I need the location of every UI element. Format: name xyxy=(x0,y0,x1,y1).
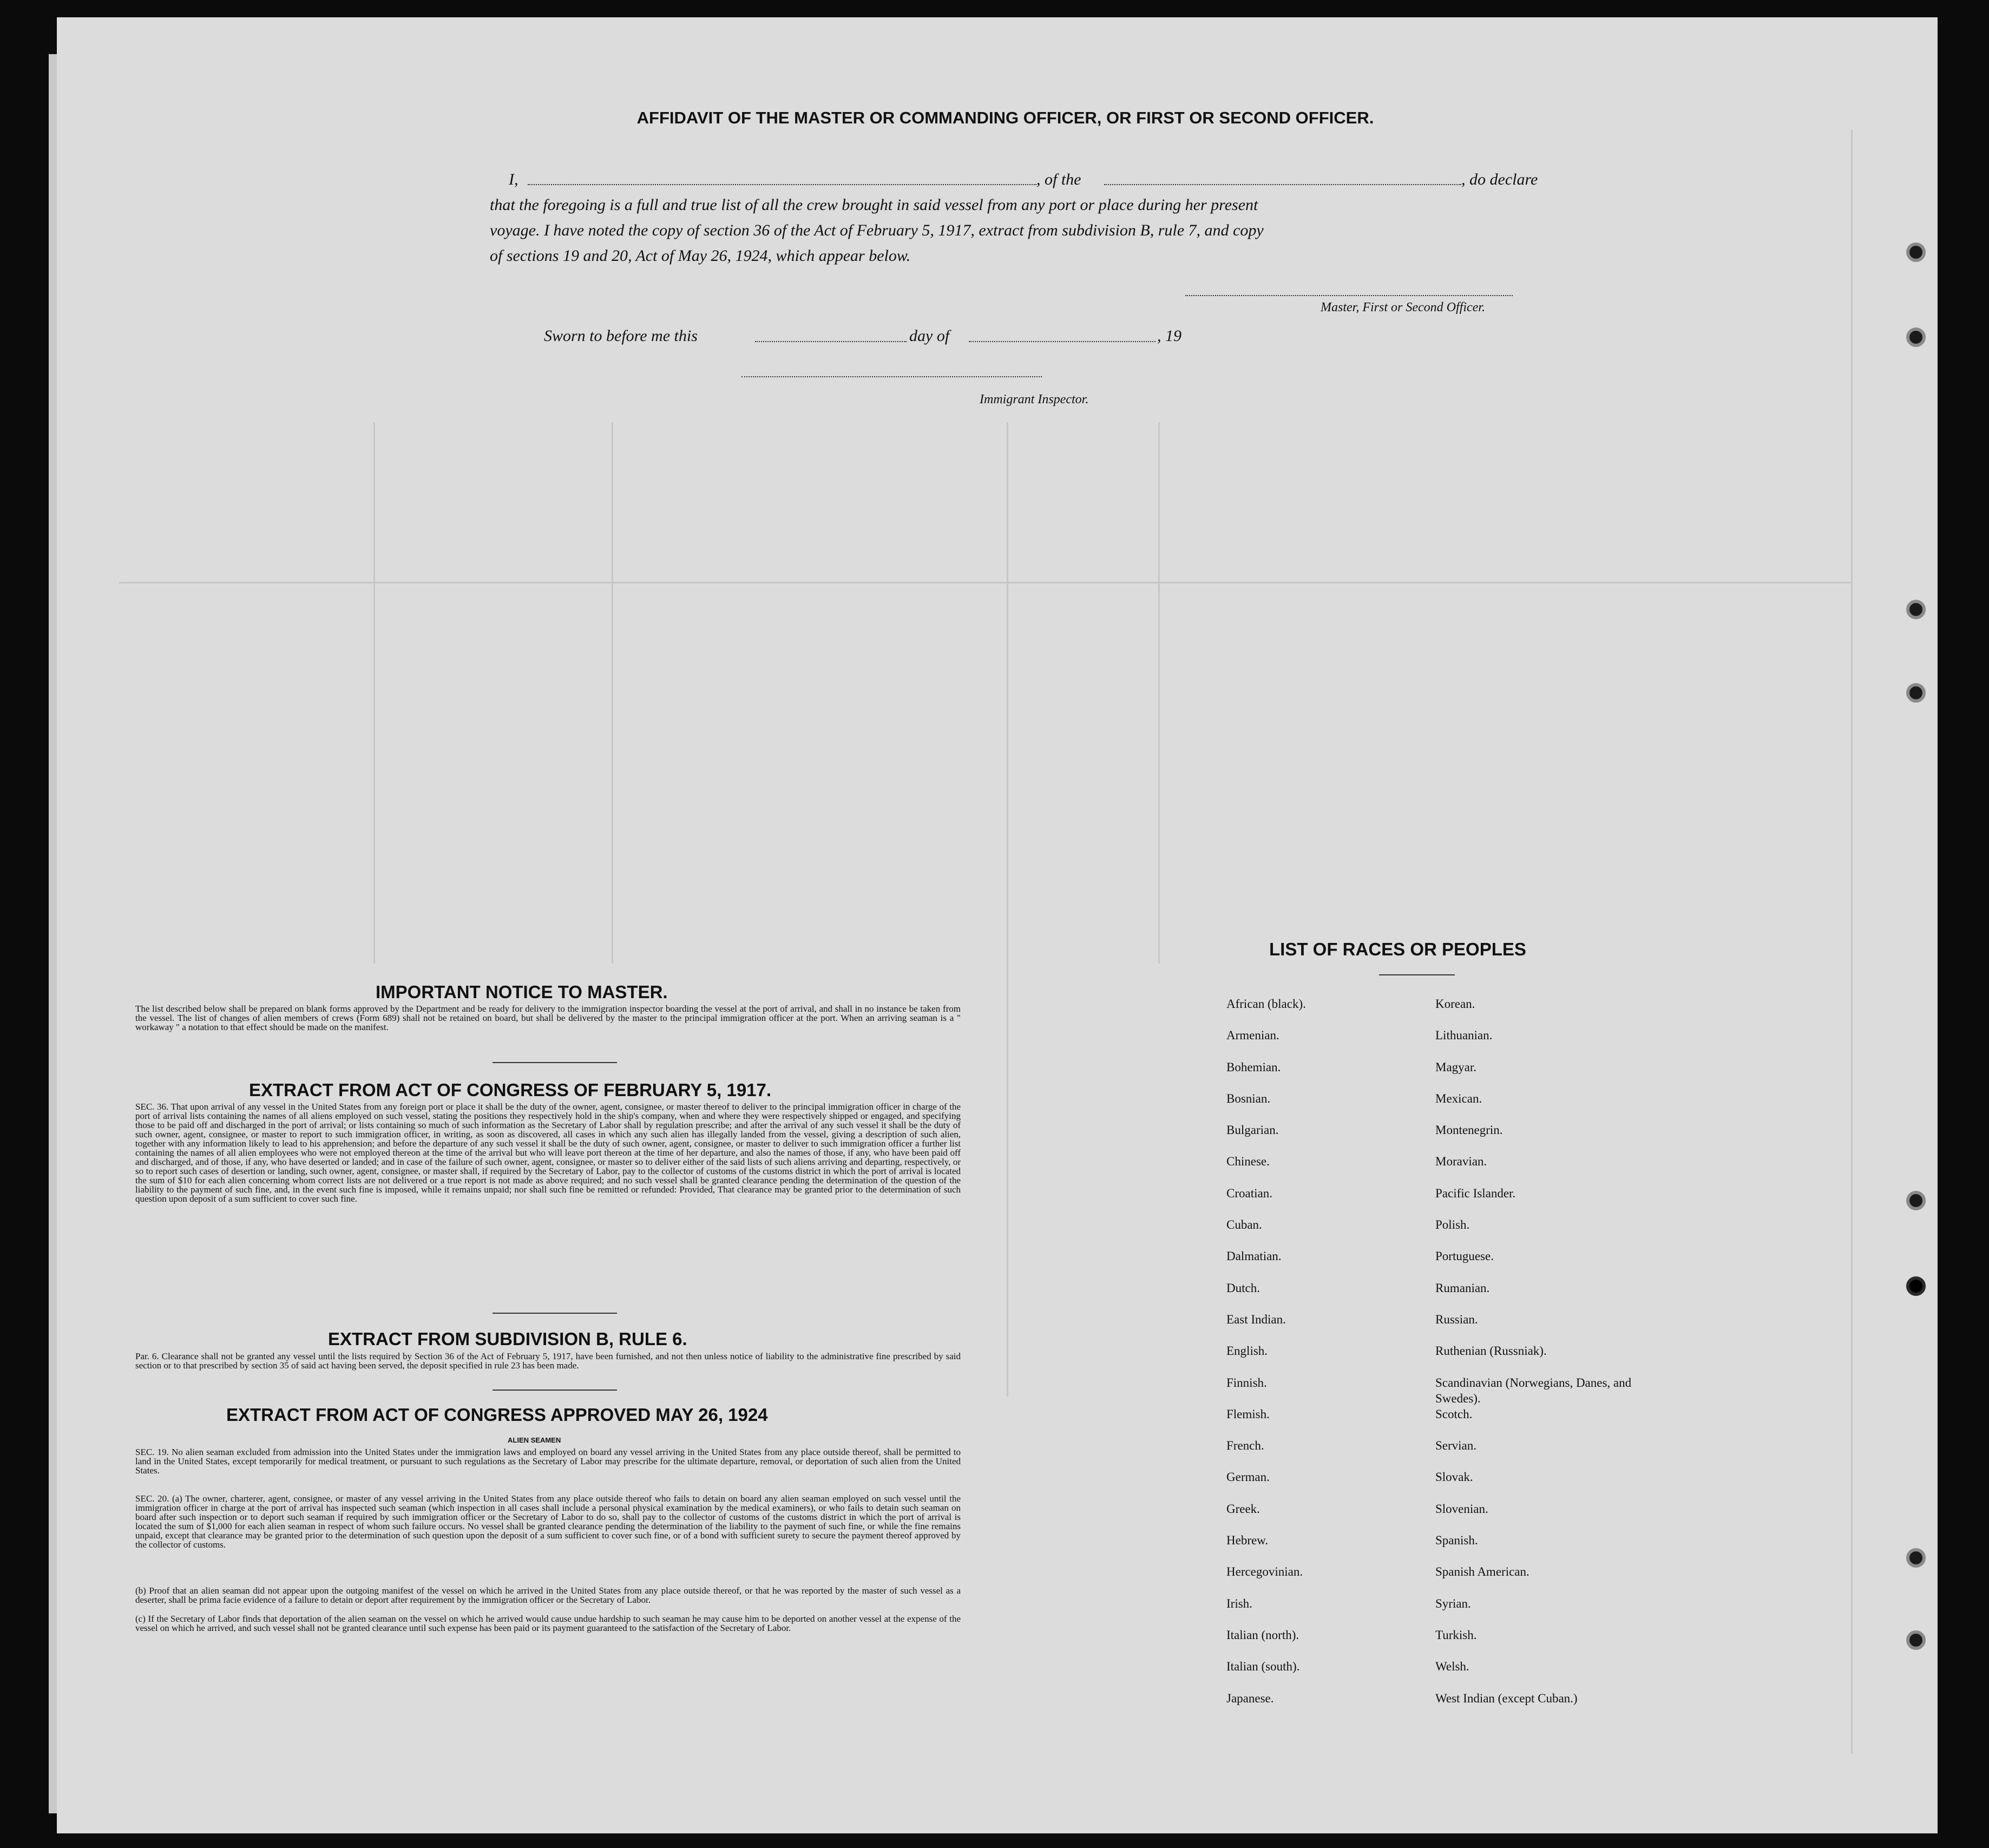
binder-hole xyxy=(1906,600,1926,619)
race-item: Welsh. xyxy=(1435,1660,1469,1674)
race-item: Bohemian. xyxy=(1226,1060,1281,1074)
race-item: Mexican. xyxy=(1435,1091,1482,1105)
binder-hole xyxy=(1906,243,1926,262)
alien-seamen-subtitle: ALIEN SEAMEN xyxy=(508,1436,561,1444)
section-divider xyxy=(493,1313,617,1314)
race-item: Cuban. xyxy=(1226,1218,1262,1232)
extract-1924-sec19: SEC. 19. No alien seaman excluded from admission into the United States under the immigration laws and employed on board any vessel arriving in the United States from any place outside thereof, shall be permitted to land in the United States, except temporarily for medical treatment, or pursuant to such regulations as the Secretary of Labor may prescribe for the ultimate departure, removal, or deportation of such alien from the United States. xyxy=(135,1447,961,1476)
of-the-label: , of the xyxy=(1036,171,1081,188)
binder-hole xyxy=(1906,1630,1926,1650)
race-item: Russian. xyxy=(1435,1312,1478,1326)
race-item: Hebrew. xyxy=(1226,1534,1269,1548)
rule6-text: Par. 6. Clearance shall not be granted any vessel until the lists required by Section 36 of the Act of February 5, 1917, have been furnished, and not then unless notice of liability to the administrative fine prescribed by said section or to that prescribed by section 35 of said act having been served, the deposit specified in rule 23 has been made. xyxy=(135,1351,961,1371)
bleed-through-column xyxy=(1851,130,1853,1754)
section-divider xyxy=(493,1062,617,1063)
bleed-through-column xyxy=(1007,422,1008,1397)
race-item: Magyar. xyxy=(1435,1060,1477,1074)
race-item: Bulgarian. xyxy=(1226,1123,1279,1137)
vessel-blank xyxy=(1104,184,1461,185)
bleed-through-column xyxy=(1158,422,1160,964)
day-of-label: day of xyxy=(909,327,950,345)
race-item: Servian. xyxy=(1435,1439,1477,1453)
race-item: Flemish. xyxy=(1226,1407,1270,1421)
races-title: LIST OF RACES OR PEOPLES xyxy=(1269,939,1526,959)
race-item: Slovak. xyxy=(1435,1470,1473,1484)
race-item: Irish. xyxy=(1226,1596,1252,1610)
race-item: Italian (south). xyxy=(1226,1660,1300,1674)
race-item: German. xyxy=(1226,1470,1270,1484)
rule6-title: EXTRACT FROM SUBDIVISION B, RULE 6. xyxy=(328,1329,687,1349)
binder-hole xyxy=(1906,1548,1926,1568)
race-item: Polish. xyxy=(1435,1218,1470,1232)
binder-hole xyxy=(1906,1191,1926,1210)
race-item: Rumanian. xyxy=(1435,1281,1490,1295)
name-blank xyxy=(528,184,1036,185)
race-item: Korean. xyxy=(1435,997,1475,1011)
race-item: Spanish American. xyxy=(1435,1565,1530,1579)
races-right-column xyxy=(1435,996,1673,1722)
race-item: Italian (north). xyxy=(1226,1628,1299,1642)
extract-1924-title: EXTRACT FROM ACT OF CONGRESS APPROVED MAY 26, 1924 xyxy=(226,1405,768,1425)
race-item: Scotch. xyxy=(1435,1407,1473,1421)
sworn-month-blank xyxy=(969,341,1156,342)
notice-text: The list described below shall be prepared on blank forms approved by the Department and be ready for delivery to the immigration inspector boarding the vessel at the port of arrival, and shall in no instance be taken from the vessel. The list of changes of alien members of crews (Form 689) shall not be retained on board, but shall be delivered by the master to the principal immigration officer at the port. When an arriving seaman is a " workaway " a notation to that effect should be made on the manifest. xyxy=(135,1004,961,1032)
binder-hole xyxy=(1906,683,1926,703)
race-item: Moravian. xyxy=(1435,1155,1487,1169)
race-item: English. xyxy=(1226,1344,1268,1358)
race-item: Dutch. xyxy=(1226,1281,1260,1295)
sworn-label: Sworn to before me this xyxy=(544,327,698,345)
inspector-signature-line xyxy=(741,376,1042,377)
race-item: Turkish. xyxy=(1435,1628,1477,1642)
race-item: Spanish. xyxy=(1435,1534,1478,1548)
master-signature-label: Master, First or Second Officer. xyxy=(1321,300,1485,314)
bleed-through-column xyxy=(612,422,613,964)
race-item: East Indian. xyxy=(1226,1312,1286,1326)
race-item: Pacific Islander. xyxy=(1435,1186,1516,1200)
bleed-through-rule xyxy=(119,582,1851,584)
binder-hole xyxy=(1906,1276,1926,1296)
bleed-through-column xyxy=(373,422,375,964)
affidavit-line-4: of sections 19 and 20, Act of May 26, 1924, which appear below. xyxy=(490,247,911,265)
sworn-day-blank xyxy=(755,341,907,342)
extract-1924-sec20b: (b) Proof that an alien seaman did not appear upon the outgoing manifest of the vessel on which he arrived in the United States from any place outside thereof, or that he was reported by the master of such vessel as a deserter, shall be prima facie evidence of a failure to detain or deport after requirement by the immigration officer or the Secretary of Labor. xyxy=(135,1585,961,1605)
race-item: French. xyxy=(1226,1439,1264,1453)
race-item: Dalmatian. xyxy=(1226,1249,1282,1263)
race-item: Syrian. xyxy=(1435,1596,1471,1610)
race-item: Greek. xyxy=(1226,1502,1260,1516)
race-item: Chinese. xyxy=(1226,1155,1270,1169)
section-divider xyxy=(493,1390,617,1391)
master-signature-line xyxy=(1185,295,1513,296)
declare-label: , do declare xyxy=(1461,171,1538,188)
extract-1917-text: SEC. 36. That upon arrival of any vessel in the United States from any foreign port or place it shall be the duty of the owner, agent, consignee, or master thereof to deliver to the principal immigration officer in charge of the port of arrival lists containing the names of all aliens employed on such vessel, stating the positions they respectively hold in the ship's company, when and where they were respectively shipped or engaged, and specifying those to be paid off and discharged in the port of arrival; or lists containing so much of such information as the Secretary of Labor shall by regulation prescribe; and after the arrival of any such vessel it shall be the duty of such owner, agent, consignee, or master to report to such immigration officer, in writing, as soon as discovered, all cases in which any such alien has illegally landed from the vessel, giving a description of such alien, together with any information likely to lead to his apprehension; and before the departure of any such vessel it shall be the duty of such owner, agent, consignee, or master to deliver to such immigration officer a further list containing the names of all alien employees who were not employed thereon at the time of the arrival but who will leave port thereon at the time of her departure, and also the names of those, if any, who have been paid off and discharged, and of those, if any, who have deserted or landed; and in case of the failure of such owner, agent, consignee, or master so to deliver either of the said lists of such aliens arriving and departing, respectively, or so to report such cases of desertion or landing, such owner, agent, consignee, or master shall, if required by the Secretary of Labor, pay to the collector of customs of the customs district in which the port of arrival is located the sum of $10 for each alien concerning whom correct lists are not delivered or a true report is not made as above required; and no such vessel shall be granted clearance pending the determination of the question of the liability to the payment of such fine, and, in the event such fine is imposed, while it remains unpaid; nor shall such fine be remitted or refunded: Provided, That clearance may be granted prior to the determination of such question upon deposit of a sum sufficient to cover such fine. xyxy=(135,1102,961,1204)
race-item: Portuguese. xyxy=(1435,1249,1494,1263)
race-item: Finnish. xyxy=(1226,1375,1267,1390)
race-item: West Indian (except Cuban.) xyxy=(1435,1691,1578,1705)
binder-hole xyxy=(1906,327,1926,347)
notice-title: IMPORTANT NOTICE TO MASTER. xyxy=(376,982,668,1002)
race-item: Bosnian. xyxy=(1226,1091,1271,1105)
race-item: Montenegrin. xyxy=(1435,1123,1503,1137)
race-item: Slovenian. xyxy=(1435,1502,1488,1516)
year-label: , 19 xyxy=(1157,327,1181,345)
race-item: Lithuanian. xyxy=(1435,1028,1493,1043)
races-title-underline xyxy=(1379,974,1455,975)
affidavit-line-3: voyage. I have noted the copy of section 36 of the Act of February 5, 1917, extract from subdivision B, rule 7, and copy xyxy=(490,221,1264,239)
race-item: Croatian. xyxy=(1226,1186,1272,1200)
affidavit-line-2: that the foregoing is a full and true list of all the crew brought in said vessel from any port or place during her present xyxy=(490,196,1258,214)
affidavit-title: AFFIDAVIT OF THE MASTER OR COMMANDING OFFICER, OR FIRST OR SECOND OFFICER. xyxy=(636,108,1374,127)
race-item: African (black). xyxy=(1226,997,1306,1011)
race-item: Ruthenian (Russniak). xyxy=(1435,1344,1547,1358)
race-item: Armenian. xyxy=(1226,1028,1279,1043)
extract-1917-title: EXTRACT FROM ACT OF CONGRESS OF FEBRUARY 5, 1917. xyxy=(249,1080,772,1100)
race-item: Scandinavian (Norwegians, Danes, and Swedes). xyxy=(1435,1375,1632,1405)
affidavit-i-label: I, xyxy=(509,171,518,188)
inspector-label: Immigrant Inspector. xyxy=(980,392,1089,407)
races-left-column xyxy=(1226,996,1421,1722)
race-item: Japanese. xyxy=(1226,1691,1274,1705)
extract-1924-sec20c: (c) If the Secretary of Labor finds that deportation of the alien seaman on the vessel on which he arrived would cause undue hardship to such seaman he may cause him to be deported on another vessel at the expense of the vessel on which he arrived, and such vessel shall not be granted clearance until such expense has been paid or its payment guaranteed to the satisfaction of the Secretary of Labor. xyxy=(135,1614,961,1633)
race-item: Hercegovinian. xyxy=(1226,1565,1303,1579)
extract-1924-sec20a: SEC. 20. (a) The owner, charterer, agent, consignee, or master of any vessel arriving in the United States from any place outside thereof who fails to detain on board any alien seaman employed on such vessel until the immigration officer in charge at the port of arrival has inspected such seaman (which inspection in all cases shall include a personal physical examination by the medical examiners), or who fails to detain such seaman on board after such inspection or to deport such seaman if required by such immigration officer or the Secretary of Labor to do so, shall pay to the collector of customs of the customs district in which the port of arrival is located the sum of $1,000 for each alien seaman in respect of whom such failure occurs. No vessel shall be granted clearance pending the determination of the liability to the payment of such fine, or while the fine remains unpaid, except that clearance may be granted prior to the determination of such question upon the deposit of a sum sufficient to cover such fine, or of a bond with sufficient surety to secure the payment thereof approved by the collector of customs. xyxy=(135,1493,961,1550)
